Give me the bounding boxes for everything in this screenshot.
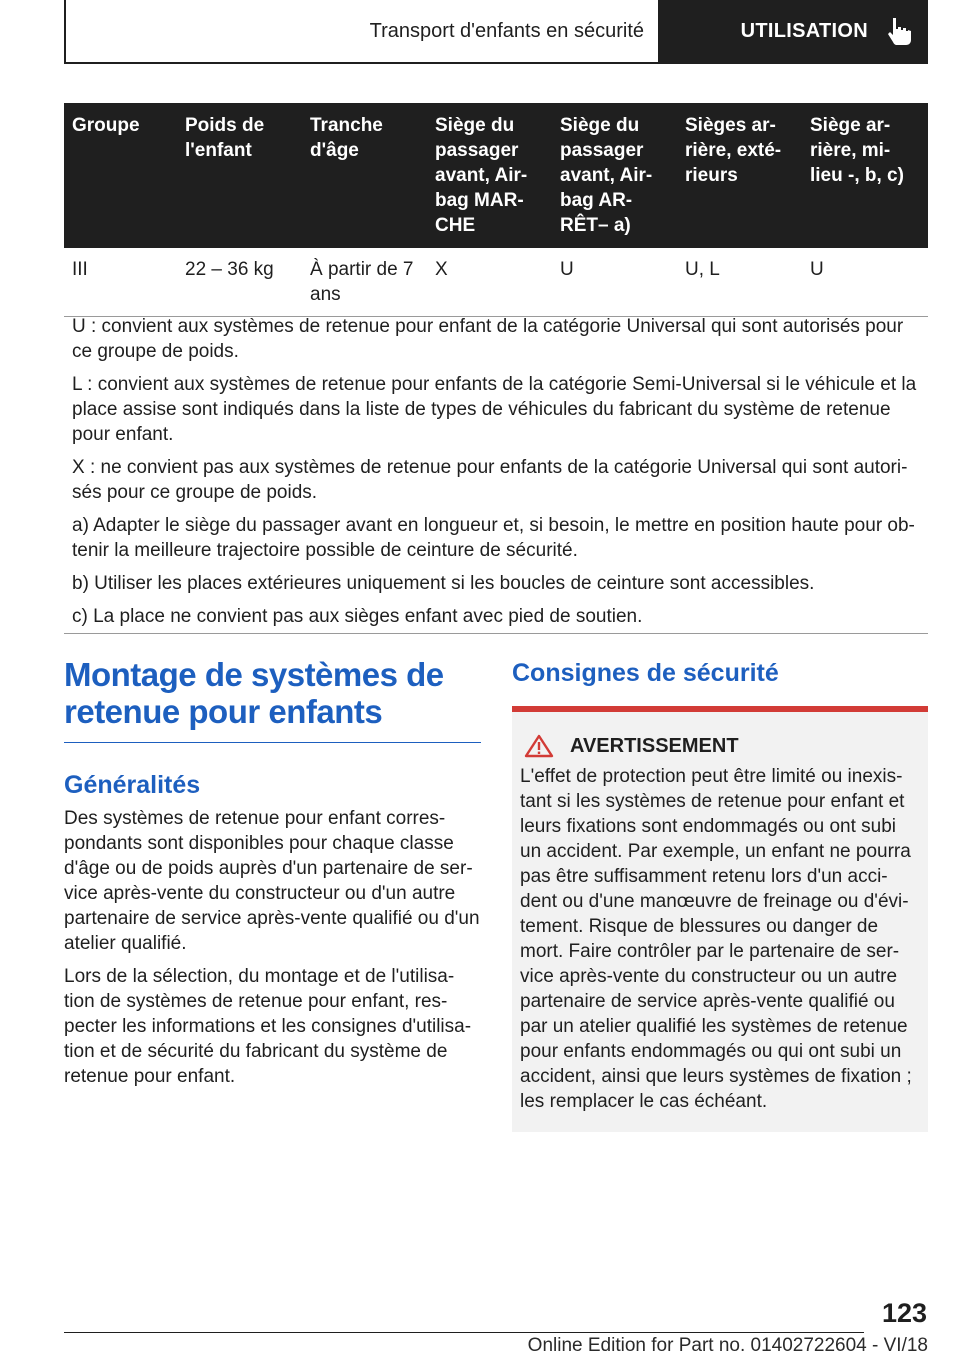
body-paragraph: Lors de la sélection, du montage et de l'utilisa-tion de systèmes de retenue pour enfant, res-pecter les informations et les consignes d'utilisa-tion et de sécurité du fabricant du système de retenue pour enfant. (64, 966, 472, 1087)
warning-triangle-icon (524, 734, 554, 758)
table-header-cell: Siège du passager avant, Air-bag MAR-CHE (427, 103, 552, 248)
table-header-cell: Groupe (64, 103, 177, 248)
body-paragraph: Des systèmes de retenue pour enfant corres-pondants sont disponibles pour chaque classe d'âge ou de poids auprès d'un partenaire de ser-vice après-vente du constructeur ou d'un autre partenaire de service après-vente qualifié ou d'un atelier qualifié. (64, 808, 480, 954)
table-header-cell: Siège ar-rière, mi-lieu -, b, c) (802, 103, 928, 248)
note-item: c) La place ne convient pas aux sièges enfant avec pied de soutien. (72, 606, 643, 627)
header-section-title: Transport d'enfants en sécurité (369, 19, 644, 42)
table-header-cell: Siège du passager avant, Air-bag AR-RÊT– a) (552, 103, 677, 248)
note-item: U : convient aux systèmes de retenue pour enfant de la catégorie Universal qui sont autorisés pour ce groupe de poids. (72, 316, 904, 362)
table-cell: U (552, 248, 677, 317)
header-chapter (658, 0, 926, 62)
table-header-cell: Poids de l'enfant (177, 103, 302, 248)
table-header-row (64, 103, 928, 248)
table-notes (64, 314, 928, 637)
page-number: 123 (881, 1298, 927, 1328)
table-cell: 22 – 36 kg (177, 248, 302, 317)
note-item: X : ne convient pas aux systèmes de retenue pour enfants de la catégorie Universal qui sont autori-sés pour ce groupe de poids. (72, 457, 908, 503)
note-item: a) Adapter le siège du passager avant en longueur et, si besoin, le mettre en position haute pour ob-tenir la meilleure trajectoire possible de ceinture de sécurité. (72, 515, 915, 561)
table-cell: X (427, 248, 552, 317)
notes-divider (64, 633, 928, 634)
warning-text: L'effet de protection peut être limité ou inexis-tant si les systèmes de retenue pour enfant et leurs fixations sont endommagés ou ont subi un accident. Par exemple, un enfant ne pourra pas être suffisamment retenu lors d'un acci-dent ou d'une manœuvre de freinage ou d'évi-tement. Risque de blessures ou danger de mort. Faire contrôler par le partenaire de ser-vice après-vente du constructeur ou un autre partenaire de service après-vente qualifié ou par un atelier qualifié les systèmes de retenue pour enfants endommagés ou qui ont subi un accident, ainsi que leurs systèmes de fixation ; les remplacer le cas échéant. (520, 766, 912, 1112)
pointing-hand-icon (884, 16, 914, 46)
header-chapter-label: UTILISATION (740, 19, 868, 42)
warning-title: AVERTISSEMENT (570, 734, 739, 757)
safety-title: Consignes de sécurité (512, 659, 779, 687)
footer-edition: Online Edition for Part no. 01402722604 - VI/18 (527, 1335, 928, 1356)
warning-box (512, 706, 928, 1132)
subsection-title: Généralités (64, 771, 201, 799)
left-column (64, 656, 481, 1097)
table-header-cell: Sièges ar-rière, exté-rieurs (677, 103, 802, 248)
table-header-cell: Tranche d'âge (302, 103, 427, 248)
note-item: b) Utiliser les places extérieures uniquement si les boucles de ceinture sont accessibles. (72, 573, 815, 594)
child-seat-category-table (64, 103, 928, 317)
footer-divider (64, 1332, 864, 1333)
warning-header (520, 734, 920, 758)
section-title: Montage de systèmes de retenue pour enfants (64, 656, 444, 730)
note-item: L : convient aux systèmes de retenue pour enfants de la catégorie Semi-Universal si le véhicule et la place assise sont indiqués dans la liste de types de véhicules du fabricant du système de retenue pour enfant. (72, 374, 917, 445)
right-column (512, 656, 928, 1132)
table-cell: U, L (677, 248, 802, 317)
table-cell: À partir de 7 ans (302, 248, 427, 317)
table-cell: III (64, 248, 177, 317)
page-header (64, 0, 928, 64)
table-row (64, 248, 928, 317)
table-cell: U (802, 248, 928, 317)
title-underline (64, 742, 481, 743)
